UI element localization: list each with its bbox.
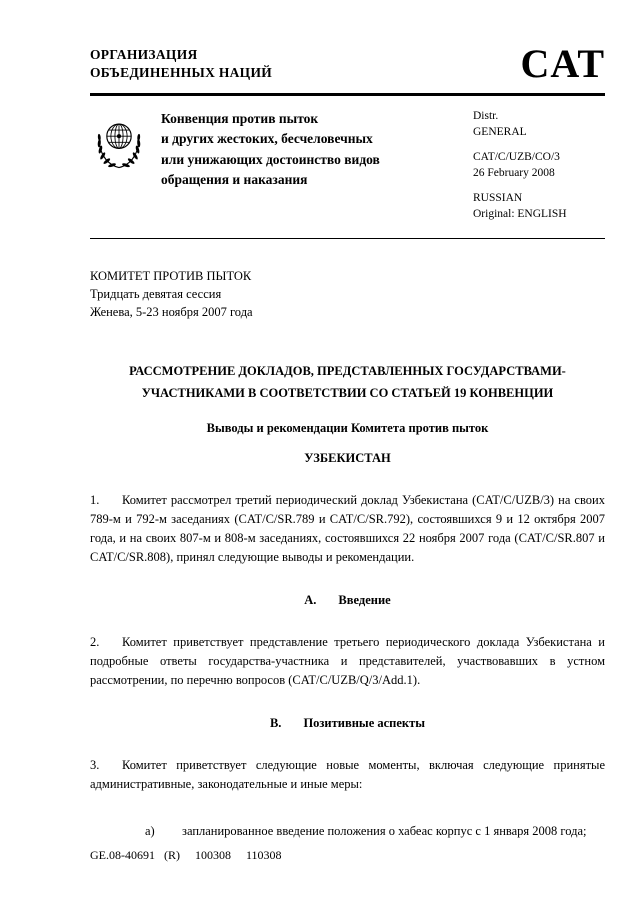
document-date: 26 February 2008 bbox=[473, 166, 555, 179]
main-title-line2: УЧАСТНИКАМИ В СООТВЕТСТВИИ СО СТАТЬЕЙ 19 КОНВЕНЦИИ bbox=[141, 386, 554, 401]
paragraph-3-text: Комитет приветствует следующие новые моменты, включая следующие принятые административные, законодательные и иные меры: bbox=[90, 758, 605, 792]
paragraph-3 bbox=[90, 756, 605, 794]
paragraph-1-number: 1. bbox=[90, 493, 100, 508]
masthead bbox=[90, 109, 605, 238]
organization-name-line1: ОРГАНИЗАЦИЯ bbox=[90, 47, 198, 62]
paragraph-2 bbox=[90, 633, 605, 690]
organization-name bbox=[90, 46, 272, 82]
paragraph-1 bbox=[90, 491, 605, 567]
header-divider-thick bbox=[90, 93, 605, 96]
list-item-a bbox=[90, 822, 605, 841]
list-item-a-letter: a) bbox=[145, 824, 155, 839]
distr-label: Distr. bbox=[473, 110, 499, 122]
session-block bbox=[90, 267, 605, 321]
list-item-a-text: запланированное введение положения о хабеас корпус с 1 января 2008 года; bbox=[182, 824, 587, 839]
section-a-letter: A. bbox=[304, 593, 317, 608]
committee-name: КОМИТЕТ ПРОТИВ ПЫТОК bbox=[90, 269, 252, 284]
document-main-title bbox=[90, 361, 605, 405]
paragraph-2-text: Комитет приветствует представление третьего периодического доклада Узбекистана и подробные ответы государства-участника и представителей, участвовавших в устном рассмотрении, по перечню вопросов (CAT/C/UZB/Q/3/Add.1). bbox=[90, 635, 605, 688]
convention-title-line1: Конвенция против пыток bbox=[161, 111, 319, 126]
paragraph-2-number: 2. bbox=[90, 635, 100, 650]
section-b-letter: B. bbox=[269, 716, 282, 731]
main-title-line1: РАССМОТРЕНИЕ ДОКЛАДОВ, ПРЕДСТАВЛЕННЫХ ГОСУДАРСТВАМИ- bbox=[129, 364, 566, 379]
section-heading-a bbox=[90, 593, 605, 608]
session-venue-dates: Женева, 5-23 ноября 2007 года bbox=[90, 305, 253, 320]
convention-title-line2: и других жестоких, бесчеловечных bbox=[161, 131, 373, 147]
footer-reference: GE.08-40691 (R) 100308 110308 bbox=[90, 848, 282, 862]
distr-spacer bbox=[473, 140, 605, 150]
convention-title-line3: или унижающих достоинство видов bbox=[161, 151, 380, 167]
section-a-title: Введение bbox=[338, 593, 391, 608]
session-number: Тридцать девятая сессия bbox=[90, 287, 222, 302]
country-heading: УЗБЕКИСТАН bbox=[304, 451, 391, 466]
section-heading-b bbox=[90, 716, 605, 731]
paragraph-3-number: 3. bbox=[90, 758, 100, 773]
distribution-block bbox=[473, 109, 605, 222]
document-language: RUSSIAN bbox=[473, 192, 523, 205]
masthead-divider-thin bbox=[90, 238, 605, 239]
page-header bbox=[90, 41, 605, 86]
document-series-code: CAT bbox=[520, 41, 605, 86]
un-emblem-icon bbox=[90, 111, 148, 173]
convention-title-line4: обращения и наказания bbox=[161, 171, 308, 187]
original-language: Original: ENGLISH bbox=[473, 207, 567, 220]
document-subtitle: Выводы и рекомендации Комитета против пыток bbox=[206, 421, 489, 436]
document-number: CAT/C/UZB/CO/3 bbox=[473, 151, 560, 164]
distr-value: GENERAL bbox=[473, 125, 527, 138]
section-b-title: Позитивные аспекты bbox=[303, 716, 426, 731]
convention-title bbox=[161, 109, 439, 190]
distr-spacer bbox=[473, 181, 605, 191]
paragraph-1-text: Комитет рассмотрел третий периодический доклад Узбекистана (CAT/C/UZB/3) на своих 789-м и 792-м заседаниях (CAT/C/SR.789 и CAT/C/SR.792), состоявшихся 9 и 12 октября 2007 года, и на своих 807-м и 808-м заседаниях, состоявшихся 22 ноября 2007 года (CAT/C/SR.807 и CAT/C/SR.808), принял следующие выводы и рекомендации. bbox=[90, 493, 605, 565]
organization-name-line2: ОБЪЕДИНЕННЫХ НАЦИЙ bbox=[90, 64, 273, 80]
